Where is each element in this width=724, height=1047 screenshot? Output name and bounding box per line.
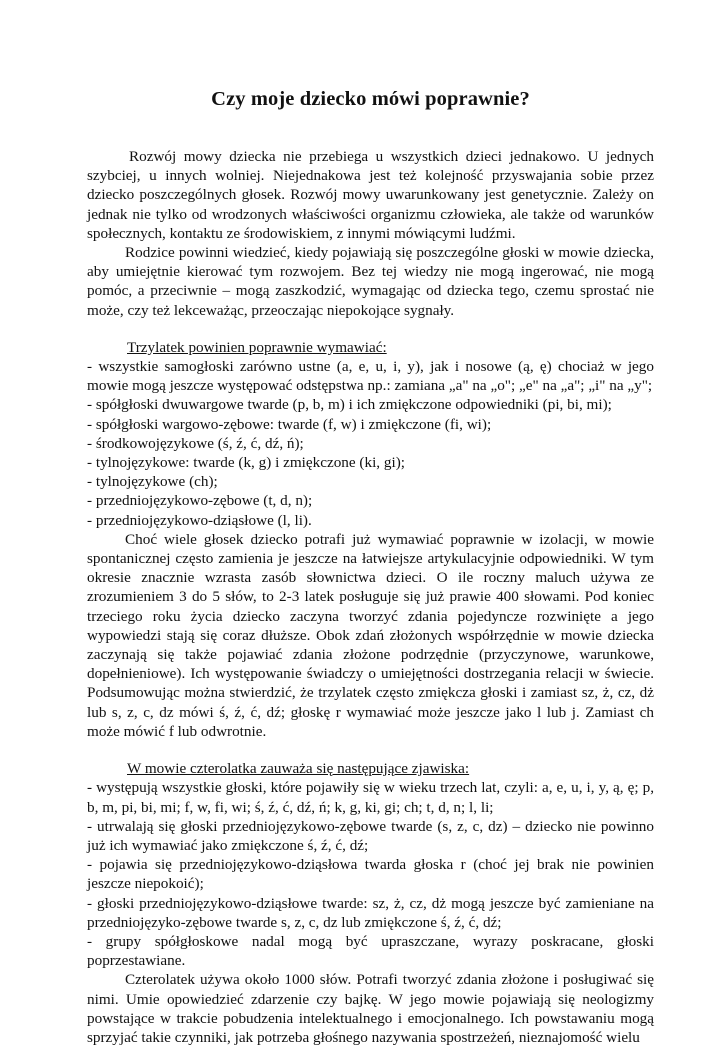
intro-paragraph-2: Rodzice powinni wiedzieć, kiedy pojawiają się poszczególne głoski w mowie dziecka, aby umiejętnie kierować tym rozwojem. Bez tej wiedzy nie mogą ingerować, nie mogą pomóc, a przeciwnie – mogą zaszkodzić, wymagając od dziecka tego, czemu sprostać nie może, czy też lekceważąc, przeoczając niepokojące sygnały. <box>87 244 654 319</box>
list-item: - pojawia się przedniojęzykowo-dziąsłowa twarda głoska r (choć jej brak nie powinien jeszcze niepokoić); <box>87 856 654 893</box>
list-item: - środkowojęzykowe (ś, ź, ć, dź, ń); <box>87 434 304 452</box>
body-paragraph-trzylatek: Choć wiele głosek dziecko potrafi już wymawiać poprawnie w izolacji, w mowie spontanicznej często zamienia je jeszcze na łatwiejsze artykulacyjnie odpowiedniki. W tym okresie znacznie wzrasta zasób słownictwa dzieci. O ile roczny maluch używa ze zrozumieniem 3 do 5 słów, to 2-3 latek posługuje się już prawie 400 słowami. Pod koniec trzeciego roku życia dziecko zaczyna tworzyć zdania pojedyncze rozwinięte a jego wypowiedzi stają się coraz dłuższe. Obok zdań złożonych współrzędnie w mowie dziecka zaczynają się także pojawiać zdania złożone podrzędnie (przyczynowe, warunkowe, dopełnieniowe). Ich występowanie świadczy o umiejętności dostrzegania relacji w świecie. Podsumowując można stwierdzić, że trzylatek często zmiękcza głoski i zamiast sz, ż, cz, dż lub s, z, c, dz mówi ś, ź, ć, dź; głoskę r wymawiać może jeszcze jako l lub j. Zamiast ch może mówić f lub odwrotnie. <box>87 530 654 740</box>
list-item: - spółgłoski wargowo-zębowe: twarde (f, w) i zmiękczone (fi, wi); <box>87 415 492 433</box>
list-trzylatek <box>87 357 654 530</box>
list-czterolatek <box>87 778 654 970</box>
list-item: - utrwalają się głoski przedniojęzykowo-zębowe twarde (s, z, c, dz) – dziecko nie powinno już ich wymawiać jako zmiękczone ś, ź, ć, dź; <box>87 817 654 854</box>
intro-paragraph-1: Rozwój mowy dziecka nie przebiega u wszystkich dzieci jednakowo. U jednych szybciej, u innych wolniej. Niejednakowa jest też kolejność przyswajania sobie przez dziecko poszczególnych głosek. Rozwój mowy uwarunkowany jest genetycznie. Zależy on jednak nie tylko od wrodzonych właściwości organizmu człowieka, ale także od warunków społecznych, kontaktu ze środowiskiem, z innymi mówiącymi ludźmi. <box>87 148 654 242</box>
list-item: - głoski przedniojęzykowo-dziąsłowe twarde: sz, ż, cz, dż mogą jeszcze być zamieniane na przedniojęzyko-zębowe twarde s, z, c, dz lub zmiękczone ś, ź, ć, dź; <box>87 894 654 931</box>
page-title: Czy moje dziecko mówi poprawnie? <box>211 88 530 110</box>
list-item: - występują wszystkie głoski, które pojawiły się w wieku trzech lat, czyli: a, e, u, i, y, ą, ę; p, b, m, pi, bi, mi; f, w, fi, wi; ś, ź, ć, dź, ń; k, g, ki, gi; ch; t, d, n; l, li; <box>87 779 654 816</box>
body-paragraph-czterolatek: Czterolatek używa około 1000 słów. Potrafi tworzyć zdania złożone i posługiwać się nimi. Umie opowiedzieć zdarzenie czy bajkę. W jego mowie pojawiają się neologizmy powstające w trakcie pobudzenia intelektualnego i emocjonalnego. Ich powstawaniu mogą sprzyjać takie czynniki, jak potrzeba głośnego nazywania spostrzeżeń, nieznajomość wielu <box>87 971 654 1046</box>
list-item: - grupy spółgłoskowe nadal mogą być upraszczane, wyrazy poskracane, głoski poprzestawiane. <box>87 932 654 970</box>
list-item: - tylnojęzykowe: twarde (k, g) i zmiękczone (ki, gi); <box>87 454 405 472</box>
section-heading-trzylatek: Trzylatek powinien poprawnie wymawiać: <box>127 338 387 356</box>
list-item: - spółgłoski dwuwargowe twarde (p, b, m) i ich zmiękczone odpowiedniki (pi, bi, mi); <box>87 396 612 414</box>
list-item: - przedniojęzykowo-zębowe (t, d, n); <box>87 492 313 510</box>
list-item: - tylnojęzykowe (ch); <box>87 473 218 491</box>
list-item: - wszystkie samogłoski zarówno ustne (a, e, u, i, y), jak i nosowe (ą, ę) chociaż w jego mowie mogą jeszcze występować odstępstwa np.: zamiana „a" na „o"; „e" na „a"; „i" na „y"; <box>87 358 654 395</box>
list-item: - przedniojęzykowo-dziąsłowe (l, li). <box>87 511 312 529</box>
section-heading-czterolatek: W mowie czterolatka zauważa się następujące zjawiska: <box>127 760 470 778</box>
